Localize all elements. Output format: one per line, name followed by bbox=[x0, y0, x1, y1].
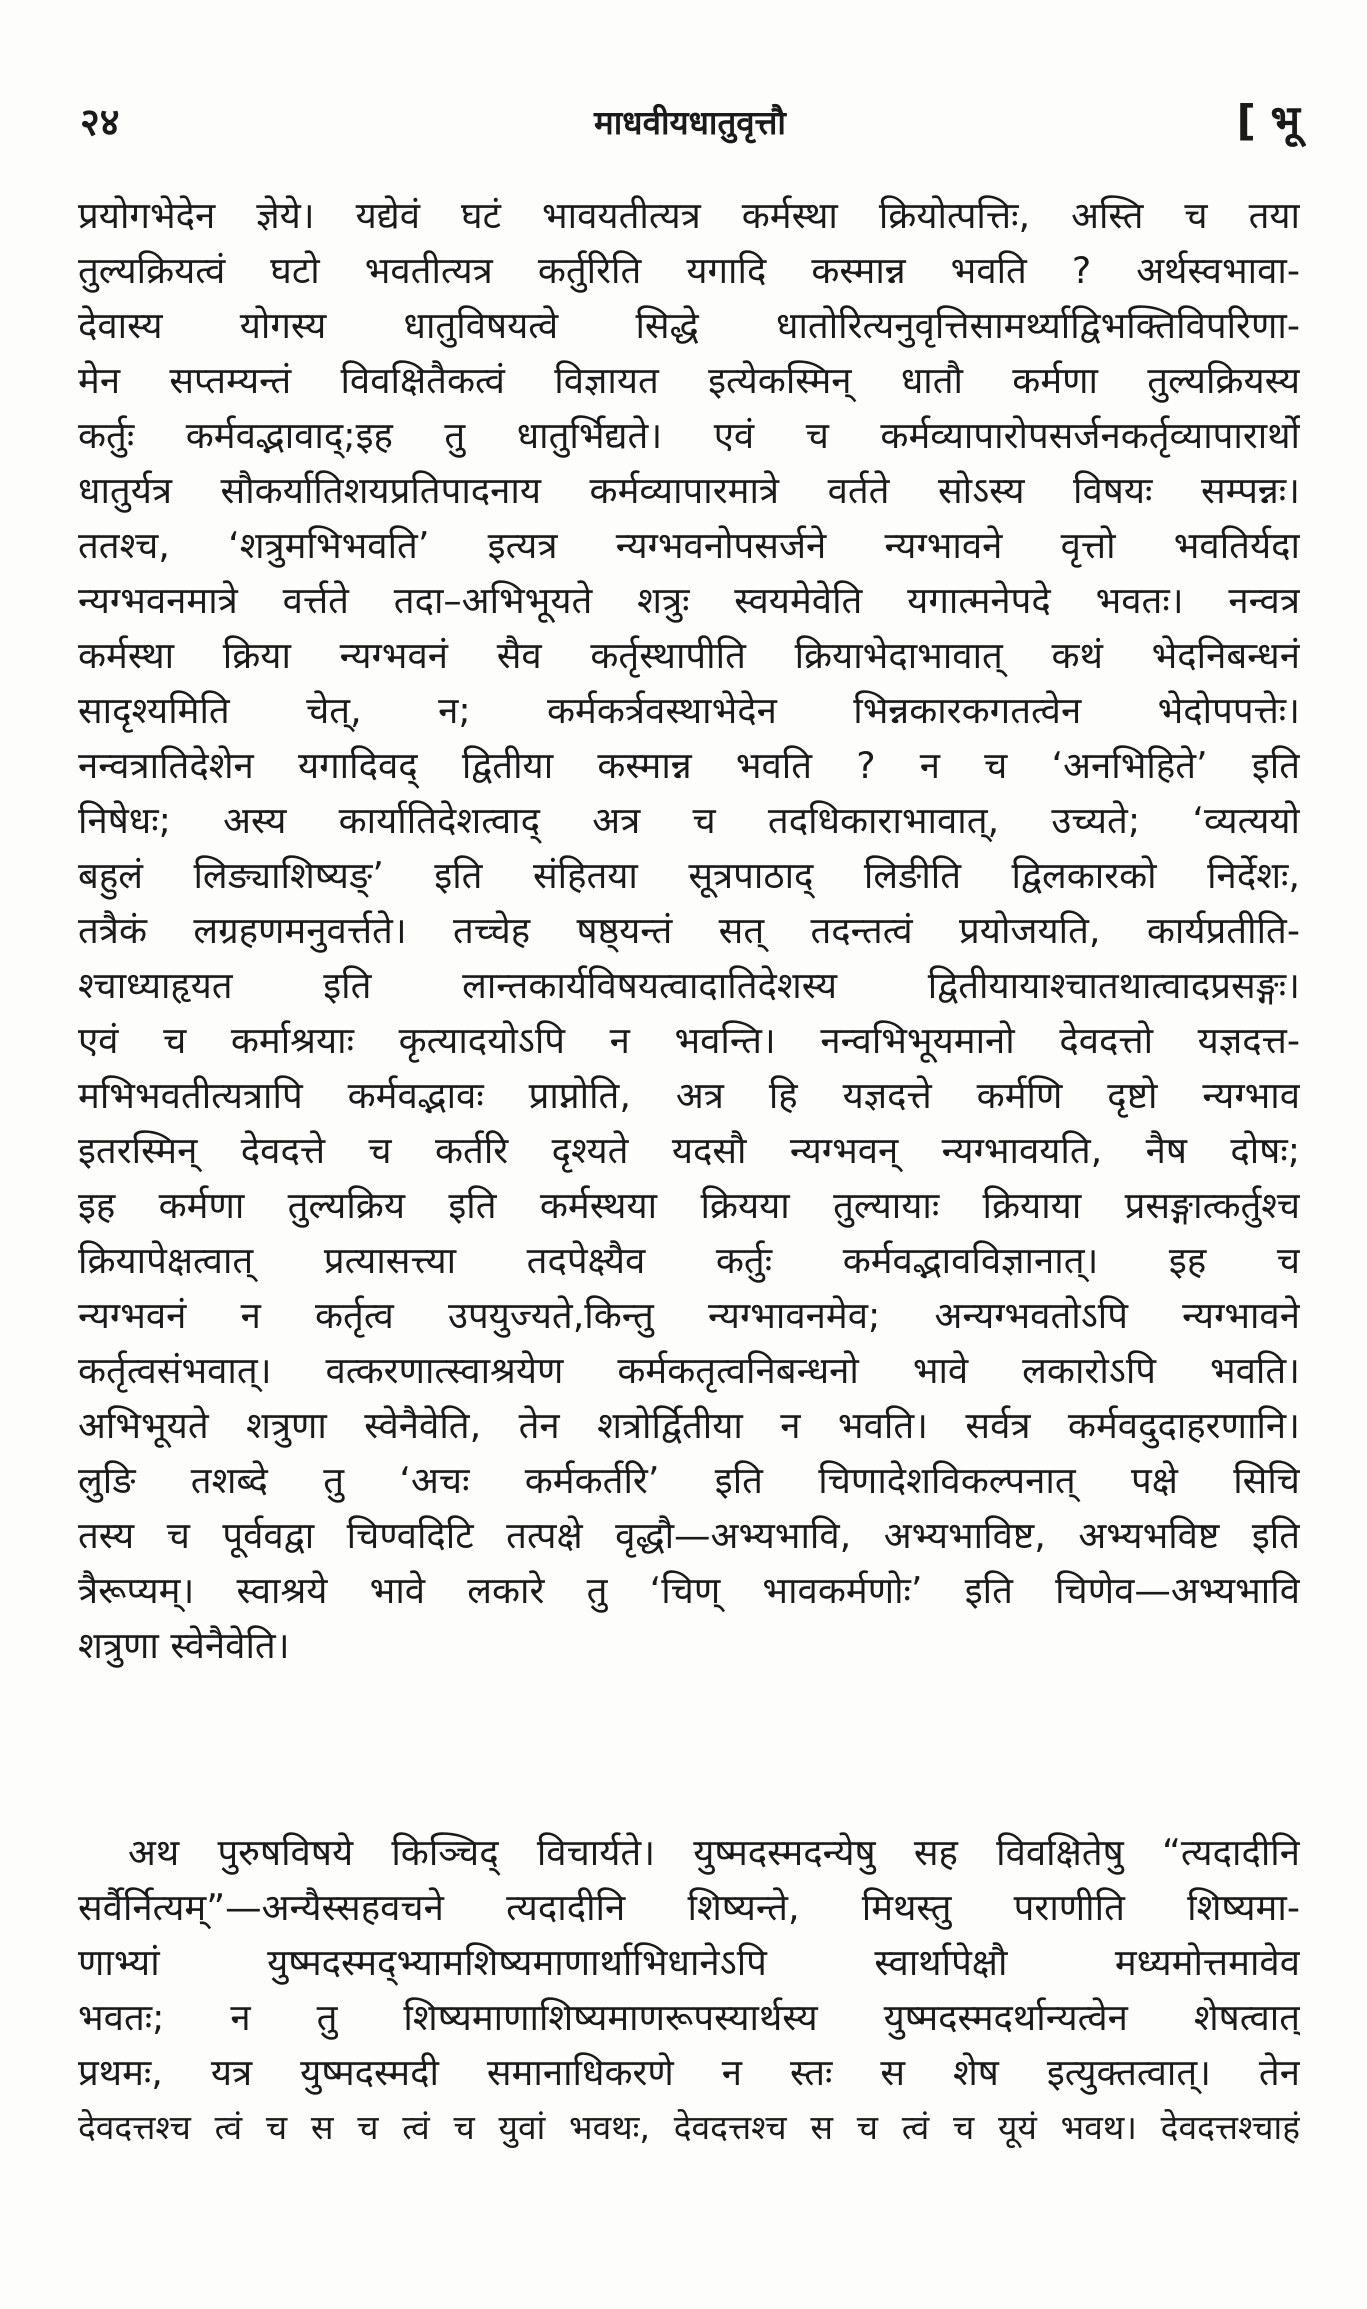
text-line: देवास्य योगस्य धातुविषयत्वे सिद्धे धातोरित्यनुवृत्तिसामर्थ्याद्विभक्तिविपरिणा- bbox=[78, 304, 1300, 347]
text-line: कर्तृत्वसंभवात्। वत्करणात्स्वाश्रयेण कर्मकतृत्वनिबन्धनो भावे लकारोऽपि भवति। bbox=[78, 1349, 1300, 1392]
text-line: एवं च कर्माश्रयाः कृत्यादयोऽपि न भवन्ति। नन्वभिभूयमानो देवदत्तो यज्ञदत्त- bbox=[78, 1019, 1300, 1062]
text-line: नन्वत्रातिदेशेन यगादिवद् द्वितीया कस्मान्न भवति ? न च ‘अनभिहिते’ इति bbox=[78, 744, 1300, 787]
text-line: इह कर्मणा तुल्यक्रिय इति कर्मस्थया क्रियया तुल्यायाः क्रियाया प्रसङ्गात्कर्तुश्च bbox=[78, 1184, 1300, 1227]
text-line: सादृश्यमिति चेत्, न; कर्मकर्त्रवस्थाभेदेन भिन्नकारकगतत्वेन भेदोपपत्तेः। bbox=[78, 689, 1300, 732]
page-header bbox=[80, 95, 1300, 155]
text-line: धातुर्यत्र सौकर्यातिशयप्रतिपादनाय कर्मव्यापारमात्रे वर्तते सोऽस्य विषयः सम्पन्नः। bbox=[78, 469, 1300, 512]
text-line: सर्वैर्नित्यम्”—अन्यैस्सहवचने त्यदादीनि शिष्यन्ते, मिथस्तु पराणीति शिष्यमा- bbox=[78, 1886, 1300, 1929]
page-number: २४ bbox=[80, 100, 120, 144]
text-line: मभिभवतीत्यत्रापि कर्मवद्भावः प्राप्नोति, अत्र हि यज्ञदत्ते कर्मणि दृष्टो न्यग्भाव bbox=[78, 1074, 1300, 1117]
text-line: कर्मस्था क्रिया न्यग्भवनं सैव कर्तृस्थापीति क्रियाभेदाभावात् कथं भेदनिबन्धनं bbox=[78, 634, 1300, 677]
text-line: क्रियापेक्षत्वात् प्रत्यासत्त्या तदपेक्ष्यैव कर्तुः कर्मवद्भावविज्ञानात्। इह च bbox=[78, 1239, 1300, 1282]
text-line: तस्य च पूर्ववद्वा चिण्वदिटि तत्पक्षे वृद्धौ—अभ्यभावि, अभ्यभाविष्ट, अभ्यभविष्ट इति bbox=[78, 1514, 1300, 1557]
running-title: माधवीयधातुवृत्तौ bbox=[594, 103, 786, 142]
paragraph-2 bbox=[78, 1825, 1300, 2155]
paragraph-1 bbox=[78, 188, 1300, 1673]
text-line: न्यग्भवनमात्रे वर्त्तते तदा–अभिभूयते शत्रुः स्वयमेवेति यगात्मनेपदे भवतः। नन्वत्र bbox=[78, 579, 1300, 622]
text-line: भवतः; न तु शिष्यमाणाशिष्यमाणरूपस्यार्थस्य युष्मदस्मदर्थान्यत्वेन शेषत्वात् bbox=[78, 1996, 1300, 2039]
text-line: निषेधः; अस्य कार्यातिदेशत्वाद् अत्र च तदधिकाराभावात्, उच्यते; ‘व्यत्ययो bbox=[78, 799, 1300, 842]
text-line: मेन सप्तम्यन्तं विवक्षितैकत्वं विज्ञायत इत्येकस्मिन् धातौ कर्मणा तुल्यक्रियस्य bbox=[78, 359, 1300, 402]
text-line: त्रैरूप्यम्। स्वाश्रये भावे लकारे तु ‘चिण् भावकर्मणोः’ इति चिणेव—अभ्यभावि bbox=[78, 1569, 1300, 1612]
text-line: प्रथमः, यत्र युष्मदस्मदी समानाधिकरणे न स्तः स शेष इत्युक्तत्वात्। तेन bbox=[78, 2051, 1300, 2094]
text-line: अभिभूयते शत्रुणा स्वेनैवेति, तेन शत्रोर्द्वितीया न भवति। सर्वत्र कर्मवदुदाहरणानि। bbox=[78, 1404, 1300, 1447]
text-line: इतरस्मिन् देवदत्ते च कर्तरि दृश्यते यदसौ न्यग्भवन् न्यग्भावयति, नैष दोषः; bbox=[78, 1129, 1300, 1172]
text-line: लुङि तशब्दे तु ‘अचः कर्मकर्तरि’ इति चिणादेशविकल्पनात् पक्षे सिचि bbox=[78, 1459, 1300, 1502]
text-line: तुल्यक्रियत्वं घटो भवतीत्यत्र कर्तुरिति यगादि कस्मान्न भवति ? अर्थस्वभावा- bbox=[78, 249, 1300, 292]
text-line: तत्रैकं लग्रहणमनुवर्त्तते। तच्चेह षष्ठ्यन्तं सत् तदन्तत्वं प्रयोजयति, कार्यप्रतीति- bbox=[78, 909, 1300, 952]
section-mark: [ भू bbox=[1236, 96, 1300, 145]
text-line: ततश्च, ‘शत्रुमभिभवति’ इत्यत्र न्यग्भवनोपसर्जने न्यग्भावने वृत्तो भवतिर्यदा bbox=[78, 524, 1300, 567]
text-line: प्रयोगभेदेन ज्ञेये। यद्येवं घटं भावयतीत्यत्र कर्मस्था क्रियोत्पत्तिः, अस्ति च तया bbox=[78, 194, 1300, 237]
text-line: शत्रुणा स्वेनैवेति। bbox=[78, 1624, 290, 1667]
text-line: बहुलं लिङ्याशिष्यङ्’ इति संहितया सूत्रपाठाद् लिङीति द्विलकारको निर्देशः, bbox=[78, 854, 1300, 897]
text-line: अथ पुरुषविषये किञ्चिद् विचार्यते। युष्मदस्मदन्येषु सह विवक्षितेषु “त्यदादीनि bbox=[128, 1831, 1300, 1874]
text-line: कर्तुः कर्मवद्भावाद्;इह तु धातुर्भिद्यते। एवं च कर्मव्यापारोपसर्जनकर्तृव्यापारार्थो bbox=[78, 414, 1300, 457]
text-line: देवदत्तश्च त्वं च स च त्वं च युवां भवथः, देवदत्तश्च स च त्वं च यूयं भवथ। देवदत्तश्चाहं bbox=[78, 2108, 1300, 2147]
text-line: श्चाध्याहृयत इति लान्तकार्यविषयत्वादातिदेशस्य द्वितीयायाश्चातथात्वादप्रसङ्गः। bbox=[78, 964, 1300, 1007]
text-line: न्यग्भवनं न कर्तृत्व उपयुज्यते,किन्तु न्यग्भावनमेव; अन्यग्भवतोऽपि न्यग्भावने bbox=[78, 1294, 1300, 1337]
text-line: णाभ्यां युष्मदस्मद्भ्यामशिष्यमाणार्थाभिधानेऽपि स्वार्थापेक्षौ मध्यमोत्तमावेव bbox=[78, 1941, 1300, 1984]
